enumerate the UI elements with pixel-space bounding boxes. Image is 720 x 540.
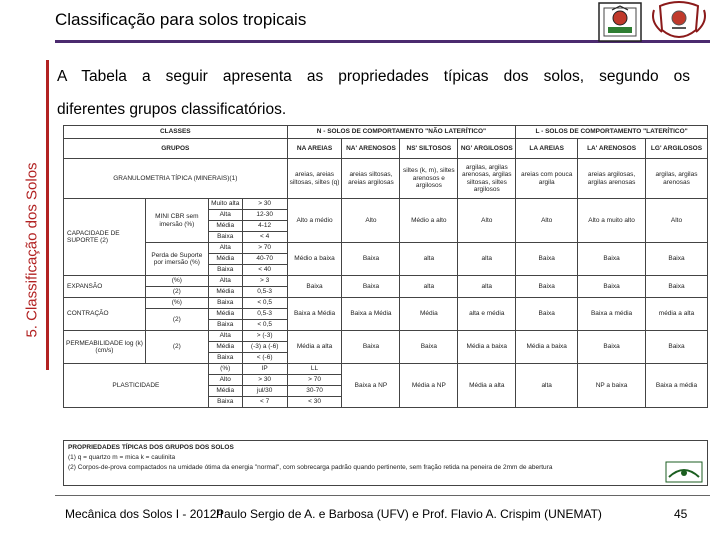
expansion-note: (2) — [145, 287, 208, 298]
plasticity-value: Baixa a média — [646, 364, 708, 408]
permeability-value: Baixa — [578, 331, 646, 364]
contraction-value: Baixa — [516, 298, 578, 331]
plasticity-header: IP — [242, 364, 287, 375]
level-label: Muito alta — [208, 199, 242, 210]
non-lateritic-header: N - SOLOS DE COMPORTAMENTO "NÃO LATERÍTICO" — [287, 126, 516, 139]
capacity-value: Alto — [646, 199, 708, 243]
level-range: > 70 — [242, 243, 287, 254]
university-logo-icon — [598, 2, 642, 42]
loss-value: Baixa — [578, 243, 646, 276]
permeability-value: Média a alta — [287, 331, 342, 364]
level-label: Alta — [208, 210, 242, 221]
soil-properties-table — [63, 125, 708, 408]
group-cell: LG' ARGILOSOS — [646, 139, 708, 159]
loss-value: Médio a baixa — [287, 243, 342, 276]
level-range: 4-12 — [242, 221, 287, 232]
contraction-value: Média — [400, 298, 458, 331]
note-1: (1) q = quartzo m = mica k = caulinita — [68, 454, 176, 461]
capacity-value: Médio a alto — [400, 199, 458, 243]
mini-cbr-label: MINI CBR sem imersão (%) — [145, 199, 208, 243]
level-range: 12-30 — [242, 210, 287, 221]
plasticity-value: Baixa a NP — [342, 364, 400, 408]
contraction-value: Baixa a média — [578, 298, 646, 331]
level-label: Baixa — [208, 353, 242, 364]
expansion-value: alta — [400, 276, 458, 298]
level-range: (-3) a (-6) — [242, 342, 287, 353]
granulometry-value: areias argilosas, argilas arenosas — [578, 159, 646, 199]
plasticity-value: Média a alta — [458, 364, 516, 408]
expansion-value: Baixa — [287, 276, 342, 298]
classes-header: CLASSES — [64, 126, 288, 139]
level-ll: 30-70 — [287, 386, 342, 397]
intro-paragraph — [57, 60, 690, 126]
level-range: > 30 — [242, 199, 287, 210]
lateritic-header: L - SOLOS DE COMPORTAMENTO "LATERÍTICO" — [516, 126, 708, 139]
level-label: Baixa — [208, 232, 242, 243]
permeability-value: Baixa — [400, 331, 458, 364]
level-ip: > 30 — [242, 375, 287, 386]
expansion-value: Baixa — [646, 276, 708, 298]
level-label: Alta — [208, 276, 242, 287]
authors-label: Paulo Sergio de A. e Barbosa (UFV) e Prof. Flavio A. Crispim (UNEMAT) — [216, 507, 602, 521]
level-label: Média — [208, 309, 242, 320]
loss-value: Baixa — [646, 243, 708, 276]
level-ip: < 7 — [242, 397, 287, 408]
level-label: Média — [208, 221, 242, 232]
permeability-value: Média a baixa — [458, 331, 516, 364]
support-capacity-label: CAPACIDADE DE SUPORTE (2) — [64, 199, 146, 276]
granulometry-value: argilas, argilas arenosas, argilas siltosas, siltes argilosos — [458, 159, 516, 199]
permeability-value: Média a baixa — [516, 331, 578, 364]
loss-value: alta — [400, 243, 458, 276]
groups-header: GRUPOS — [64, 139, 288, 159]
level-label: Média — [208, 342, 242, 353]
level-range: 0,5-3 — [242, 287, 287, 298]
plasticity-value: Média a NP — [400, 364, 458, 408]
contraction-label: CONTRAÇÃO — [64, 298, 146, 331]
contraction-value: alta e média — [458, 298, 516, 331]
permeability-label: PERMEABILIDADE log (k)(cm/s) — [64, 331, 146, 364]
plasticity-value: NP a baixa — [578, 364, 646, 408]
capacity-value: Alto — [342, 199, 400, 243]
intro-line-1: A Tabela a seguir apresenta as propriedades típicas dos solos, segundo os — [57, 68, 690, 85]
state-coat-of-arms-icon — [650, 0, 708, 44]
granulometry-value: areias com pouca argila — [516, 159, 578, 199]
contraction-unit: (%) — [145, 298, 208, 309]
group-cell: NA AREIAS — [287, 139, 342, 159]
intro-line-2: diferentes grupos classificatórios. — [57, 101, 287, 118]
course-label: Mecânica dos Solos I - 2012/I — [65, 507, 224, 521]
plasticity-header: LL — [287, 364, 342, 375]
plasticity-value: alta — [516, 364, 578, 408]
level-label: Alta — [208, 243, 242, 254]
group-cell: LA AREIAS — [516, 139, 578, 159]
note-2: (2) Corpos-de-prova compactados na umidade ótima da energia "normal", com sobrecarga padrão quando pertinente, sem fração retida na peneira de 2mm de abertura — [68, 464, 553, 471]
expansion-unit: (%) — [145, 276, 208, 287]
level-range: > (-3) — [242, 331, 287, 342]
group-cell: LA' ARENOSOS — [578, 139, 646, 159]
granulometry-value: siltes (k, m), siltes arenosos e argilosos — [400, 159, 458, 199]
level-range: > 3 — [242, 276, 287, 287]
level-label: Média — [208, 254, 242, 265]
level-range: 40-70 — [242, 254, 287, 265]
level-range: < 4 — [242, 232, 287, 243]
expansion-value: Baixa — [578, 276, 646, 298]
capacity-value: Alto — [458, 199, 516, 243]
permeability-value: Baixa — [342, 331, 400, 364]
contraction-value: média a alta — [646, 298, 708, 331]
level-range: < 40 — [242, 265, 287, 276]
level-range: 0,5-3 — [242, 309, 287, 320]
level-range: < 0,5 — [242, 298, 287, 309]
contraction-value: Baixa a Média — [342, 298, 400, 331]
support-loss-label: Perda de Suporte por imersão (%) — [145, 243, 208, 276]
level-label: Baixa — [208, 320, 242, 331]
granulometry-value: areias siltosas, areias argilosas — [342, 159, 400, 199]
level-label: Baixa — [208, 265, 242, 276]
slide-title: Classificação para solos tropicais — [55, 10, 307, 29]
contraction-note: (2) — [145, 309, 208, 331]
permeability-note: (2) — [145, 331, 208, 364]
level-ll: < 30 — [287, 397, 342, 408]
loss-value: Baixa — [342, 243, 400, 276]
expansion-label: EXPANSÃO — [64, 276, 146, 298]
group-cell: NS' SILTOSOS — [400, 139, 458, 159]
level-label: Média — [208, 287, 242, 298]
table-notes — [63, 440, 708, 486]
level-label: Baixa — [208, 397, 242, 408]
section-label: 5. Classificação dos Solos — [23, 162, 41, 338]
level-ll: > 70 — [287, 375, 342, 386]
capacity-value: Alto a muito alto — [578, 199, 646, 243]
loss-value: alta — [458, 243, 516, 276]
contraction-value: Baixa a Média — [287, 298, 342, 331]
granulometry-value: argilas, argilas arenosas — [646, 159, 708, 199]
level-ip: jul/30 — [242, 386, 287, 397]
plasticity-header: (%) — [208, 364, 242, 375]
level-label: Média — [208, 386, 242, 397]
plasticity-label: PLASTICIDADE — [64, 364, 209, 408]
level-range: < (-6) — [242, 353, 287, 364]
capacity-value: Alto a médio — [287, 199, 342, 243]
page-number: 45 — [674, 507, 688, 521]
notes-title: PROPRIEDADES TÍPICAS DOS GRUPOS DOS SOLOS — [68, 444, 234, 451]
level-label: Baixa — [208, 298, 242, 309]
granulometry-value: areias, areias siltosas, siltes (q) — [287, 159, 342, 199]
permeability-value: Baixa — [646, 331, 708, 364]
sidebar-divider — [46, 60, 49, 370]
loss-value: Baixa — [516, 243, 578, 276]
granulometry-label: GRANULOMETRIA TÍPICA (MINERAIS)(1) — [64, 159, 288, 199]
expansion-value: Baixa — [342, 276, 400, 298]
level-label: Alta — [208, 331, 242, 342]
group-cell: NG' ARGILOSOS — [458, 139, 516, 159]
expansion-value: alta — [458, 276, 516, 298]
expansion-value: Baixa — [516, 276, 578, 298]
level-label: Alto — [208, 375, 242, 386]
footer-divider — [55, 495, 710, 496]
group-cell: NA' ARENOSOS — [342, 139, 400, 159]
unemat-logo-icon — [665, 461, 703, 483]
capacity-value: Alto — [516, 199, 578, 243]
level-range: < 0,5 — [242, 320, 287, 331]
